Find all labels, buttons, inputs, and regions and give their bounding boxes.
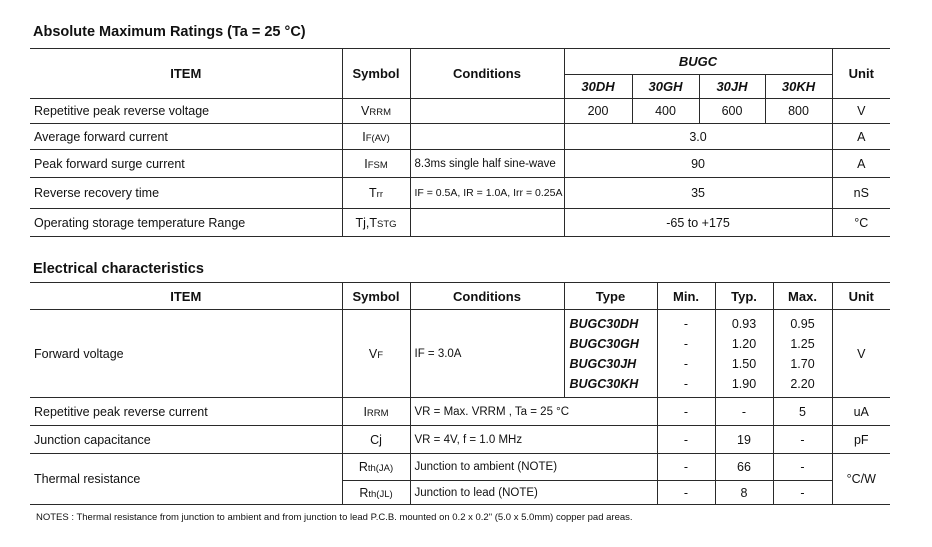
- symbol-sub: rr: [376, 189, 383, 200]
- max-value: 1.25: [790, 336, 815, 351]
- electrical-title: Electrical characteristics: [33, 261, 204, 277]
- header-type-30kh: 30KH: [765, 75, 832, 99]
- table-row: [30, 178, 890, 209]
- notes-text: NOTES : Thermal resistance from junction to ambient and from junction to lead P.C.B. mounted on 0.2 x 0.2" (5.0 x 5.0mm) copper pad areas.: [36, 512, 633, 523]
- header-unit: Unit: [832, 283, 890, 310]
- table-row: [30, 209, 890, 237]
- electrical-table: [30, 282, 890, 505]
- header-type-30gh: 30GH: [632, 75, 699, 99]
- conditions-cell: Junction to lead (NOTE): [410, 481, 657, 505]
- item-cell: Reverse recovery time: [30, 178, 342, 209]
- conditions-cell: IF = 3.0A: [410, 310, 564, 398]
- unit-cell: uA: [832, 398, 890, 426]
- symbol-main: V: [368, 346, 378, 361]
- symbol-cell: [342, 150, 410, 178]
- symbol-cell: [342, 481, 410, 505]
- abs-max-table: [30, 48, 890, 237]
- header-symbol: Symbol: [342, 49, 410, 99]
- header-type: Type: [564, 283, 657, 310]
- typ-value: 1.20: [731, 336, 757, 351]
- typ-value: 1.50: [731, 356, 757, 371]
- item-cell: Forward voltage: [30, 310, 342, 398]
- symbol-main: R: [359, 485, 369, 500]
- header-conditions: Conditions: [410, 49, 564, 99]
- symbol-sub: RRM: [366, 407, 389, 419]
- symbol-main: Tj,T: [355, 215, 377, 230]
- table-row: [30, 454, 890, 481]
- header-type-30jh: 30JH: [699, 75, 765, 99]
- item-cell: Peak forward surge current: [30, 150, 342, 178]
- typ-value: 1.90: [731, 376, 757, 391]
- abs-max-title: Absolute Maximum Ratings (Ta = 25 °C): [33, 24, 306, 40]
- value-cell: 200: [564, 99, 632, 124]
- type-name: BUGC30KH: [569, 376, 639, 391]
- item-cell: Junction capacitance: [30, 426, 342, 454]
- symbol-main: V: [361, 104, 370, 118]
- max-value: 5: [773, 398, 832, 426]
- value-cell: 3.0: [564, 124, 832, 150]
- conditions-cell: VR = 4V, f = 1.0 MHz: [410, 426, 657, 454]
- item-cell: Repetitive peak reverse voltage: [30, 99, 342, 124]
- header-conditions: Conditions: [410, 283, 564, 310]
- table-row: [30, 398, 890, 426]
- symbol-main: T: [369, 186, 377, 200]
- value-cell: 35: [564, 178, 832, 209]
- typ-value: 66: [715, 454, 773, 481]
- table-row: [30, 150, 890, 178]
- symbol-main: Cj: [370, 432, 382, 447]
- header-min: Min.: [657, 283, 715, 310]
- item-cell: Repetitive peak reverse current: [30, 398, 342, 426]
- value-cell: 400: [632, 99, 699, 124]
- typ-value: -: [715, 398, 773, 426]
- item-cell: Average forward current: [30, 124, 342, 150]
- symbol-sub: F(AV): [365, 132, 390, 144]
- header-item: ITEM: [30, 283, 342, 310]
- symbol-sub: FSM: [367, 159, 388, 171]
- header-unit: Unit: [832, 49, 890, 99]
- min-value: -: [657, 454, 715, 481]
- typ-value: 19: [715, 426, 773, 454]
- value-cell: 90: [564, 150, 832, 178]
- max-value: -: [773, 481, 832, 505]
- conditions-cell: [410, 209, 564, 237]
- item-cell: Operating storage temperature Range: [30, 209, 342, 237]
- type-name: BUGC30JH: [569, 356, 637, 371]
- symbol-cell: [342, 426, 410, 454]
- unit-cell: V: [832, 310, 890, 398]
- header-max: Max.: [773, 283, 832, 310]
- min-value: -: [683, 376, 689, 391]
- conditions-cell: Junction to ambient (NOTE): [410, 454, 657, 481]
- unit-cell: nS: [832, 178, 890, 209]
- unit-cell: V: [832, 99, 890, 124]
- symbol-cell: [342, 178, 410, 209]
- unit-cell: A: [832, 124, 890, 150]
- unit-cell: A: [832, 150, 890, 178]
- table-row: [30, 99, 890, 124]
- table-row: [30, 426, 890, 454]
- value-cell: 800: [765, 99, 832, 124]
- value-cell: -65 to +175: [564, 209, 832, 237]
- typ-value: 8: [715, 481, 773, 505]
- max-value: 1.70: [790, 356, 815, 371]
- value-cell: 600: [699, 99, 765, 124]
- unit-cell: °C: [832, 209, 890, 237]
- typ-value: 0.93: [731, 316, 757, 331]
- min-value: -: [657, 426, 715, 454]
- symbol-sub: F: [377, 349, 384, 361]
- symbol-main: I: [363, 404, 367, 419]
- conditions-cell: 8.3ms single half sine-wave: [410, 150, 564, 178]
- symbol-cell: [342, 398, 410, 426]
- header-symbol: Symbol: [342, 283, 410, 310]
- symbol-sub: th(JL): [368, 488, 393, 500]
- conditions-cell: [410, 124, 564, 150]
- conditions-cell: VR = Max. VRRM , Ta = 25 °C: [410, 398, 657, 426]
- symbol-main: I: [362, 129, 366, 144]
- header-item: ITEM: [30, 49, 342, 99]
- item-cell: Thermal resistance: [30, 454, 342, 505]
- max-value: -: [773, 426, 832, 454]
- min-value: -: [683, 356, 689, 371]
- type-list-cell: [564, 310, 657, 398]
- max-list-cell: [773, 310, 832, 398]
- unit-cell: °C/W: [832, 454, 890, 505]
- header-typ: Typ.: [715, 283, 773, 310]
- conditions-cell: [410, 99, 564, 124]
- table-row: [30, 310, 890, 398]
- type-name: BUGC30DH: [569, 316, 639, 331]
- symbol-cell: [342, 99, 410, 124]
- max-value: 2.20: [790, 376, 815, 391]
- table-row: [30, 124, 890, 150]
- min-value: -: [657, 398, 715, 426]
- symbol-cell: [342, 209, 410, 237]
- symbol-main: R: [358, 460, 368, 474]
- symbol-cell: [342, 310, 410, 398]
- header-type-30dh: 30DH: [564, 75, 632, 99]
- min-list-cell: [657, 310, 715, 398]
- unit-cell: pF: [832, 426, 890, 454]
- max-value: -: [773, 454, 832, 481]
- min-value: -: [683, 316, 689, 331]
- symbol-main: I: [364, 156, 368, 171]
- type-name: BUGC30GH: [569, 336, 639, 351]
- min-value: -: [683, 336, 689, 351]
- max-value: 0.95: [790, 316, 815, 331]
- min-value: -: [657, 481, 715, 505]
- symbol-sub: STG: [377, 218, 397, 230]
- symbol-sub: th(JA): [367, 463, 394, 474]
- symbol-cell: [342, 124, 410, 150]
- typ-list-cell: [715, 310, 773, 398]
- symbol-sub: RRM: [369, 107, 391, 118]
- symbol-cell: [342, 454, 410, 481]
- conditions-cell: IF = 0.5A, IR = 1.0A, Irr = 0.25A: [410, 178, 564, 209]
- header-bugc-group: BUGC: [564, 49, 832, 75]
